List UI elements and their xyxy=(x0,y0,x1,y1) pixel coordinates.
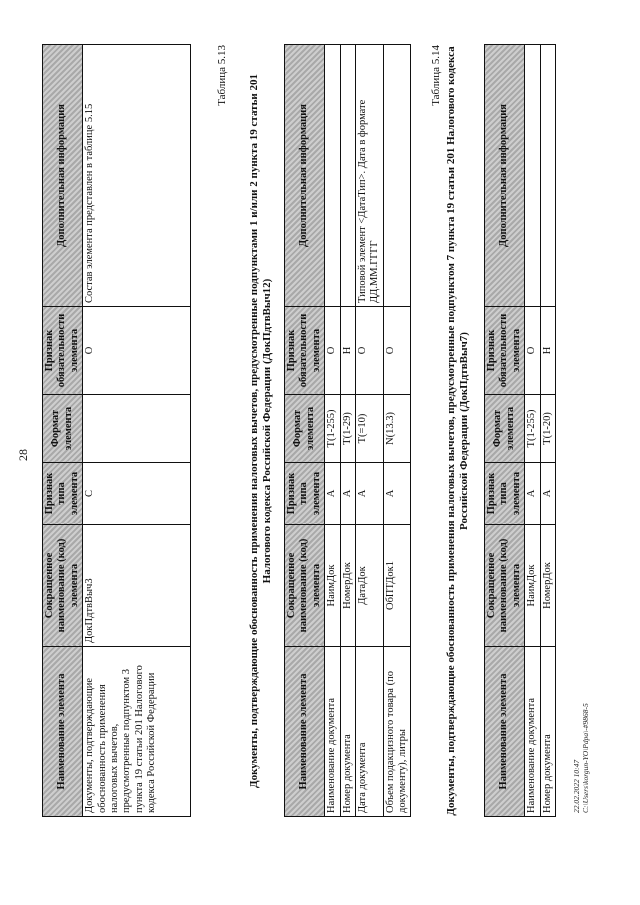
cell xyxy=(83,395,191,463)
col-header: Признак обязательности элемента xyxy=(285,307,325,395)
col-header: Формат элемента xyxy=(285,395,325,463)
cell: НаимДок xyxy=(525,525,540,647)
cell: Наименование документа xyxy=(525,647,540,817)
col-header: Дополнительная информация xyxy=(485,45,525,307)
cell: Объем подакцизного товара (по документу), литры xyxy=(383,647,411,817)
print-stamp-date: 22.02.2022 10:47 xyxy=(572,759,581,813)
cell: О xyxy=(83,307,191,395)
cell xyxy=(540,45,555,307)
table-label: Таблица 5.13 xyxy=(216,45,228,106)
col-header: Признак обязательности элемента xyxy=(43,307,83,395)
cell: ДатаДок xyxy=(355,525,383,647)
table-heading: Документы, подтверждающие обоснованность применения налоговых вычетов, предусмотренные подпунктом 7 пункта 19 статьи 201 Налогового кодекса Российской Федерации (ДокПдтвВыч7) xyxy=(445,46,471,816)
table-row xyxy=(83,45,191,817)
cell: N(13.3) xyxy=(383,395,411,463)
table-row xyxy=(525,45,540,817)
cell: С xyxy=(83,463,191,525)
cell: ОбПТДок1 xyxy=(383,525,411,647)
cell: Типовой элемент <ДатаТип>. Дата в формате ДД.ММ.ГГГГ xyxy=(355,45,383,307)
cell: T(1-255) xyxy=(325,395,340,463)
cell: НаимДок xyxy=(325,525,340,647)
cell: Дата документа xyxy=(355,647,383,817)
table-row xyxy=(340,45,355,817)
cell: Н xyxy=(540,307,555,395)
table-5-13 xyxy=(284,44,411,817)
col-header: Дополнительная информация xyxy=(285,45,325,307)
table-header xyxy=(285,45,325,817)
cell: Документы, подтверждающие обоснованность применения налоговых вычетов, предусмотренные подпунктом 3 пункта 19 статьи 201 Налогового кодекса Российской Федерации xyxy=(83,647,191,817)
cell: Номер документа xyxy=(340,647,355,817)
cell: О xyxy=(525,307,540,395)
table-row xyxy=(355,45,383,817)
cell: А xyxy=(383,463,411,525)
col-header: Формат элемента xyxy=(485,395,525,463)
print-stamp-path: С:\Users\korgun-YO\Pdpa\-#9868-5 xyxy=(581,703,590,813)
cell: T(1-29) xyxy=(340,395,355,463)
table-row xyxy=(325,45,340,817)
cell: Н xyxy=(340,307,355,395)
col-header: Наименование элемента xyxy=(285,647,325,817)
col-header: Признак типа элемента xyxy=(285,463,325,525)
col-header: Сокращенное наименование (код) элемента xyxy=(43,525,83,647)
cell: А xyxy=(355,463,383,525)
cell: А xyxy=(540,463,555,525)
cell: Состав элемента представлен в таблице 5.15 xyxy=(83,45,191,307)
cell: А xyxy=(340,463,355,525)
cell: T(1-255) xyxy=(525,395,540,463)
cell xyxy=(325,45,340,307)
cell xyxy=(525,45,540,307)
col-header: Признак типа элемента xyxy=(43,463,83,525)
cell: ДокПдтвВыч3 xyxy=(83,525,191,647)
page-number: 28 xyxy=(16,449,30,461)
table-row xyxy=(383,45,411,817)
cell: Номер документа xyxy=(540,647,555,817)
cell: T(=10) xyxy=(355,395,383,463)
cell: О xyxy=(355,307,383,395)
table-header xyxy=(43,45,83,817)
col-header: Наименование элемента xyxy=(43,647,83,817)
cell: О xyxy=(325,307,340,395)
table-label: Таблица 5.14 xyxy=(430,45,442,106)
col-header: Признак типа элемента xyxy=(485,463,525,525)
cell: T(1-20) xyxy=(540,395,555,463)
col-header: Наименование элемента xyxy=(485,647,525,817)
table-header xyxy=(485,45,525,817)
cell xyxy=(383,45,411,307)
cell xyxy=(340,45,355,307)
cell: А xyxy=(525,463,540,525)
cell: Наименование документа xyxy=(325,647,340,817)
cell: НомерДок xyxy=(340,525,355,647)
col-header: Признак обязательности элемента xyxy=(485,307,525,395)
table-5-14 xyxy=(484,44,556,817)
cell: О xyxy=(383,307,411,395)
table-heading: Документы, подтверждающие обоснованность применения налоговых вычетов, предусмотренные подпунктами 1 и/или 2 пункта 19 статьи 201 Налогового кодекса Российской Федерации (ДокПдтвВыч12) xyxy=(248,74,274,788)
col-header: Сокращенное наименование (код) элемента xyxy=(285,525,325,647)
cell: А xyxy=(325,463,340,525)
col-header: Сокращенное наименование (код) элемента xyxy=(485,525,525,647)
cell: НомерДок xyxy=(540,525,555,647)
table-5-12-continued xyxy=(42,44,191,817)
print-stamp xyxy=(572,703,590,813)
col-header: Дополнительная информация xyxy=(43,45,83,307)
col-header: Формат элемента xyxy=(43,395,83,463)
table-row xyxy=(540,45,555,817)
